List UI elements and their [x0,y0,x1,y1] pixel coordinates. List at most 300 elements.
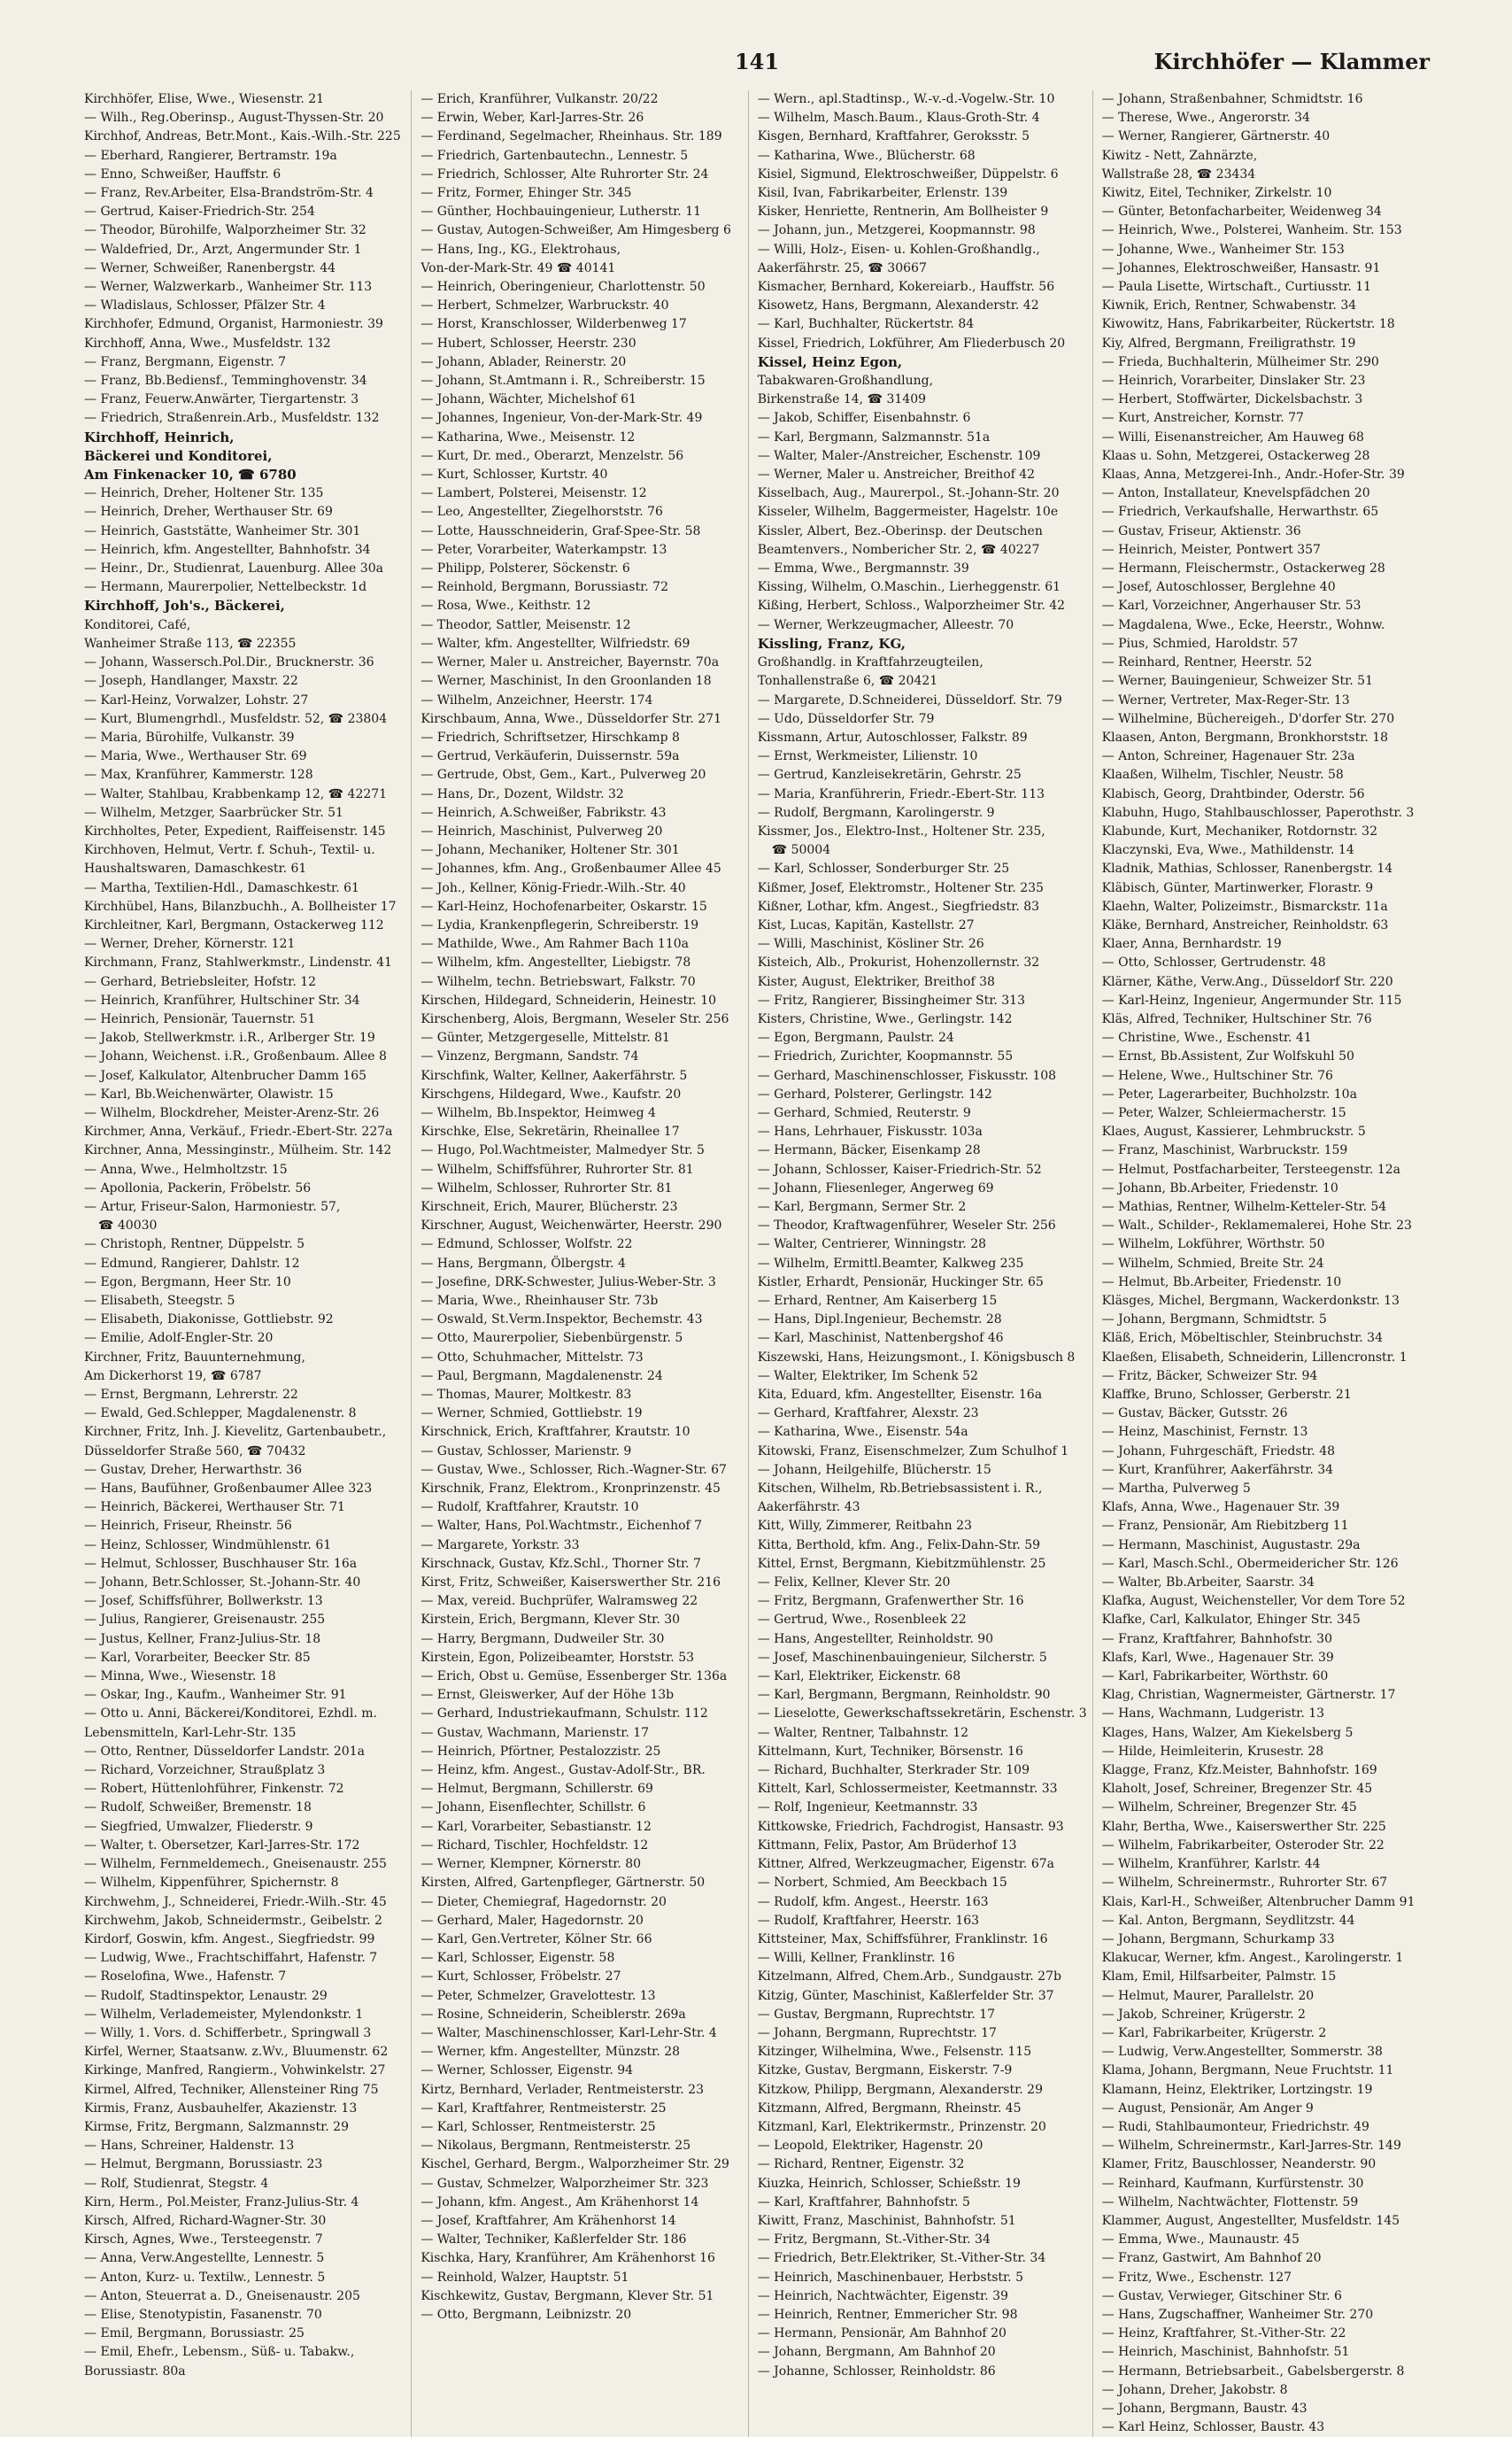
directory-entry: — Rudolf, Kraftfahrer, Heerstr. 163 [757,1913,980,1928]
directory-entry: — Elise, Stenotypistin, Fasanenstr. 70 [84,2307,322,2322]
directory-entry: Klais, Karl-H., Schweißer, Altenbrucher Damm 91 [1101,1894,1416,1909]
directory-entry: — Karl, Fabrikarbeiter, Wörthstr. 60 [1101,1669,1329,1684]
directory-entry: — Nikolaus, Bergmann, Rentmeisterstr. 25 [420,2139,691,2154]
directory-entry: — Heinrich, kfm. Angestellter, Bahnhofstr. 34 [84,542,371,557]
directory-entry: — Kal. Anton, Bergmann, Seydlitzstr. 44 [1101,1913,1355,1928]
directory-entry: Kisiel, Sigmund, Elektroschweißer, Düppelstr. 6 [757,166,1059,182]
directory-entry: Am Dickerhorst 19, ☎ 6787 [84,1368,262,1383]
directory-entry: Klabisch, Georg, Drahtbinder, Oderstr. 56 [1101,786,1365,801]
directory-entry: — Margarete, D.Schneiderei, Düsseldorf. Str. 79 [757,692,1062,708]
directory-entry: — Reinhard, Rentner, Heerstr. 52 [1101,655,1313,670]
directory-entry: — Gerhard, Polsterer, Gerlingstr. 142 [757,1087,992,1102]
directory-entry: Kirschen, Hildegard, Schneiderin, Heinestr. 10 [420,993,717,1008]
directory-entry: Klaer, Anna, Bernhardstr. 19 [1101,937,1282,952]
directory-entry: Klagge, Franz, Kfz.Meister, Bahnhofstr. 169 [1101,1763,1377,1778]
directory-entry: — Johann, Weichenst. i.R., Großenbaum. Allee 8 [84,1049,387,1064]
directory-entry: — Fritz, Former, Ehinger Str. 345 [420,186,632,201]
directory-entry: Kitowski, Franz, Eisenschmelzer, Zum Schulhof 1 [757,1443,1069,1458]
directory-entry: Kläß, Erich, Möbeltischler, Steinbruchstr. 34 [1101,1331,1383,1346]
directory-entry: — Paul, Bergmann, Magdalenenstr. 24 [420,1368,663,1383]
directory-entry: Kiwitz - Nett, Zahnärzte, [1101,148,1258,163]
directory-entry: Kisil, Ivan, Fabrikarbeiter, Erlenstr. 139 [757,186,1008,201]
directory-entry: — Friedrich, Schriftsetzer, Hirschkamp 8 [420,730,680,745]
directory-entry: — Emil, Bergmann, Borussiastr. 25 [84,2326,305,2341]
directory-entry: — Karl, Maschinist, Nattenbergshof 46 [757,1331,1004,1346]
directory-entry: — Heinrich, Vorarbeiter, Dinslaker Str. 23 [1101,374,1366,389]
directory-entry: — Hilde, Heimleiterin, Krusestr. 28 [1101,1744,1324,1759]
directory-entry: — Rudolf, kfm. Angest., Heerstr. 163 [757,1894,989,1909]
directory-entry: — Edmund, Schlosser, Wolfstr. 22 [420,1237,633,1252]
directory-entry: — Ernst, Bb.Assistent, Zur Wolfskuhl 50 [1101,1049,1354,1064]
directory-entry: — Wilhelm, Anzeichner, Heerstr. 174 [420,692,653,708]
directory-entry: — Johann, Wächter, Michelshof 61 [420,392,636,407]
directory-entry: — Ernst, Werkmeister, Lilienstr. 10 [757,749,978,764]
directory-entry: Klam, Emil, Hilfsarbeiter, Palmstr. 15 [1101,1969,1337,1984]
directory-entry: Kirchholtes, Peter, Expedient, Raiffeisenstr. 145 [84,824,386,839]
directory-entry: Kirschfink, Walter, Kellner, Aakerfährstr. 5 [420,1068,688,1083]
directory-entry: — Otto, Schlosser, Gertrudenstr. 48 [1101,955,1326,971]
directory-entry: — Ferdinand, Segelmacher, Rheinhaus. Str. 189 [420,129,722,144]
directory-entry: — Wilhelm, techn. Betriebswart, Falkstr. 70 [420,974,696,989]
directory-entry: Kirschnack, Gustav, Kfz.Schl., Thorner Str. 7 [420,1556,701,1571]
directory-entry: Kirchhoff, Joh's., Bäckerei, [84,598,285,615]
directory-entry: — Maria, Wwe., Werthauser Str. 69 [84,749,307,764]
directory-entry: Kirsten, Alfred, Gartenpfleger, Gärtnerstr. 50 [420,1876,706,1891]
directory-entry: — Lotte, Hausschneiderin, Graf-Spee-Str. 58 [420,523,701,538]
directory-entry: Kittner, Alfred, Werkzeugmacher, Eigenstr. 67a [757,1857,1054,1872]
directory-column-1 [84,90,412,2437]
directory-entry: — Hermann, Pensionär, Am Bahnhof 20 [757,2326,1007,2341]
directory-entry: — Gertrud, Kanzleisekretärin, Gehrstr. 25 [757,768,1022,783]
directory-entry: — Elisabeth, Diakonisse, Gottliebstr. 92 [84,1312,334,1327]
directory-entry: — Helmut, Bergmann, Borussiastr. 23 [84,2157,323,2172]
directory-entry: Kitzinger, Wilhelmina, Wwe., Felsenstr. 115 [757,2045,1032,2060]
directory-entry: Konditorei, Café, [84,617,191,632]
directory-entry: — Heinrich, Gaststätte, Wanheimer Str. 301 [84,523,361,538]
directory-entry: Aakerfährstr. 43 [757,1500,860,1515]
directory-entry: — Richard, Vorzeichner, Straußplatz 3 [84,1763,326,1778]
directory-entry: — Fritz, Wwe., Eschenstr. 127 [1101,2270,1292,2285]
directory-entry: — Wilhelm, Schreinermstr., Karl-Jarres-Str. 149 [1101,2139,1401,2154]
directory-entry: — Helene, Wwe., Hultschiner Str. 76 [1101,1068,1333,1083]
directory-entry: — Johanne, Wwe., Wanheimer Str. 153 [1101,242,1345,257]
directory-entry: Kittelmann, Kurt, Techniker, Börsenstr. 16 [757,1744,1023,1759]
directory-entry: — Heinrich, Bäckerei, Werthauser Str. 71 [84,1500,345,1515]
directory-entry: Klaas, Anna, Metzgerei-Inh., Andr.-Hofer-Str. 39 [1101,468,1405,483]
directory-column-3 [758,90,1093,2437]
directory-entry: — Christoph, Rentner, Düppelstr. 5 [84,1237,305,1252]
directory-entry: — Johannes, Elektroschweißer, Hansastr. 91 [1101,260,1381,275]
page-header [84,49,1430,84]
directory-entry: Kißmer, Josef, Elektromstr., Holtener Str. 235 [757,880,1044,895]
directory-entry: — Johann, Heilgehilfe, Blücherstr. 15 [757,1462,991,1477]
directory-entry: — August, Pensionär, Am Anger 9 [1101,2100,1314,2116]
directory-entry: — Gustav, Schlosser, Marienstr. 9 [420,1443,632,1458]
directory-entry: — Mathilde, Wwe., Am Rahmer Bach 110a [420,937,690,952]
directory-entry: — Anton, Installateur, Knevelspfädchen 20 [1101,486,1370,501]
directory-entry: — Herbert, Stoffwärter, Dickelsbachstr. 3 [1101,392,1363,407]
directory-entry: — Johann, Mechaniker, Holtener Str. 301 [420,843,680,858]
directory-entry: — Joh., Kellner, König-Friedr.-Wilh.-Str. 40 [420,880,686,895]
directory-entry: — Erich, Kranführer, Vulkanstr. 20/22 [420,92,659,106]
directory-entry: — Helmut, Bergmann, Schillerstr. 69 [420,1782,653,1797]
directory-entry: — Rudi, Stahlbaumonteur, Friedrichstr. 49 [1101,2119,1369,2134]
directory-entry: — Karl, Schlosser, Eigenstr. 58 [420,1951,615,1966]
directory-entry: — Rolf, Studienrat, Stegstr. 4 [84,2176,269,2191]
directory-entry: Kissel, Heinz Egon, [757,353,903,370]
directory-entry: Kittelt, Karl, Schlossermeister, Keetmannstr. 33 [757,1782,1058,1797]
directory-entry: — Wilhelm, Verlademeister, Mylendonkstr. 1 [84,2007,364,2022]
directory-entry: — Franz, Bb.Bediensf., Temminghovenstr. 34 [84,374,367,389]
directory-entry: Kirstein, Egon, Polizeibeamter, Horststr. 53 [420,1650,695,1665]
directory-entry: — Werner, Vertreter, Max-Reger-Str. 13 [1101,692,1350,708]
directory-entry: — Friedrich, Verkaufshalle, Herwarthstr. 65 [1101,505,1379,520]
directory-entry: — Josef, Kraftfahrer, Am Krähenhorst 14 [420,2213,676,2228]
directory-entry: — Heinr., Dr., Studienrat, Lauenburg. Allee 30a [84,561,383,576]
directory-entry: — Karl, Kraftfahrer, Bahnhofstr. 5 [757,2194,970,2209]
directory-entry: — Joseph, Handlanger, Maxstr. 22 [84,674,298,689]
directory-entry: — Walter, Bb.Arbeiter, Saarstr. 34 [1101,1575,1315,1590]
directory-entry: Kitta, Berthold, kfm. Ang., Felix-Dahn-Str. 59 [757,1537,1041,1552]
directory-entry: Kitzke, Gustav, Bergmann, Eiskerstr. 7-9 [757,2063,1013,2078]
directory-entry: — Enno, Schweißer, Hauffstr. 6 [84,166,282,182]
directory-entry: — Gerhard, Betriebsleiter, Hofstr. 12 [84,974,317,989]
directory-entry: Kladnik, Mathias, Schlosser, Ranenbergstr. 14 [1101,862,1393,877]
directory-entry: — Gerhard, Schmied, Reuterstr. 9 [757,1105,971,1120]
directory-entry: — Artur, Friseur-Salon, Harmoniestr. 57, [84,1199,341,1214]
directory-entry: — Emilie, Adolf-Engler-Str. 20 [84,1331,274,1346]
directory-entry: Kirsch, Alfred, Richard-Wagner-Str. 30 [84,2213,327,2228]
directory-entry: Kissmann, Artur, Autoschlosser, Falkstr. 89 [757,730,1028,745]
directory-entry: — Lambert, Polsterei, Meisenstr. 12 [420,486,647,501]
directory-entry: — Gustav, Wachmann, Marienstr. 17 [420,1725,650,1740]
directory-entry: — Franz, Kraftfahrer, Bahnhofstr. 30 [1101,1631,1332,1646]
directory-entry: — Karl, Bb.Weichenwärter, Olawistr. 15 [84,1087,334,1102]
directory-entry: — Katharina, Wwe., Meisenstr. 12 [420,429,636,445]
directory-entry: Klaeßen, Elisabeth, Schneiderin, Lillencronstr. 1 [1101,1350,1408,1365]
directory-entry: — Anna, Verw.Angestellte, Lennestr. 5 [84,2251,325,2266]
directory-entry: Klakucar, Werner, kfm. Angest., Karolingerstr. 1 [1101,1951,1404,1966]
directory-entry: Aakerfährstr. 25, ☎ 30667 [757,260,927,275]
directory-entry: — Rolf, Ingenieur, Keetmannstr. 33 [757,1800,978,1815]
directory-entry: Kirstein, Erich, Bergmann, Klever Str. 30 [420,1613,681,1628]
directory-entry: Kirdorf, Goswin, kfm. Angest., Siegfriedstr. 99 [84,1931,375,1946]
directory-entry: — Heinrich, Kranführer, Hultschiner Str. 34 [84,993,360,1008]
directory-entry: — Walter, t. Obersetzer, Karl-Jarres-Str. 172 [84,1837,360,1853]
directory-entry: — Wilhelm, Kippenführer, Spichernstr. 8 [84,1876,339,1891]
directory-entry: Kissmer, Jos., Elektro-Inst., Holtener Str. 235, [757,824,1045,839]
directory-entry: — Franz, Gastwirt, Am Bahnhof 20 [1101,2251,1322,2266]
directory-entry: Kirtz, Bernhard, Verlader, Rentmeisterstr. 23 [420,2082,704,2097]
directory-entry: — Martha, Textilien-Hdl., Damaschkestr. 61 [84,880,359,895]
directory-column-2 [420,90,748,2437]
directory-entry: Klaffke, Bruno, Schlosser, Gerberstr. 21 [1101,1388,1352,1403]
directory-entry: — Josef, Autoschlosser, Berglehne 40 [1101,580,1336,595]
directory-entry: Kissler, Albert, Bez.-Oberinsp. der Deutschen [757,523,1043,538]
directory-entry: — Max, Kranführer, Kammerstr. 128 [84,768,313,783]
directory-entry: — Walter, Elektriker, Im Schenk 52 [757,1368,978,1383]
directory-entry: Lebensmitteln, Karl-Lehr-Str. 135 [84,1725,297,1740]
directory-entry: — Reinhold, Bergmann, Borussiastr. 72 [420,580,668,595]
directory-entry: — Max, vereid. Buchprüfer, Walramsweg 22 [420,1594,698,1609]
directory-entry: — Johannes, kfm. Ang., Großenbaumer Allee 45 [420,862,721,877]
directory-entry: — Justus, Kellner, Franz-Julius-Str. 18 [84,1631,321,1646]
directory-entry: — Rudolf, Bergmann, Karolingerstr. 9 [757,805,995,820]
directory-entry: Kirschneit, Erich, Maurer, Blücherstr. 23 [420,1199,678,1214]
directory-entry: — Siegfried, Umwalzer, Fliederstr. 9 [84,1819,313,1834]
directory-entry: Klahr, Bertha, Wwe., Kaiserswerther Str. 225 [1101,1819,1386,1834]
directory-entry: Kisowetz, Hans, Bergmann, Alexanderstr. 42 [757,298,1039,313]
directory-entry: — Apollonia, Packerin, Fröbelstr. 56 [84,1180,312,1195]
directory-entry: — Emma, Wwe., Maunaustr. 45 [1101,2232,1300,2247]
directory-entry: — Wilhelm, Nachtwächter, Flottenstr. 59 [1101,2194,1359,2209]
directory-entry: — Hans, Angestellter, Reinholdstr. 90 [757,1631,994,1646]
directory-entry: — Otto, Bergmann, Leibnizstr. 20 [420,2307,632,2322]
page-number: 141 [734,49,780,74]
directory-entry: — Walter, Stahlbau, Krabbenkamp 12, ☎ 42271 [84,786,388,801]
directory-entry: — Werner, Schmied, Gottliebstr. 19 [420,1406,643,1421]
directory-entry: — Dieter, Chemiegraf, Hagedornstr. 20 [420,1894,667,1909]
directory-entry: Kiwitz, Eitel, Techniker, Zirkelstr. 10 [1101,186,1332,201]
directory-entry: — Anton, Schreiner, Hagenauer Str. 23a [1101,749,1355,764]
directory-entry: Klamann, Heinz, Elektriker, Lortzingstr. 19 [1101,2082,1373,2097]
directory-entry: — Heinrich, Rentner, Emmericher Str. 98 [757,2307,1018,2322]
directory-entry: Kirchhübel, Hans, Bilanzbuchh., A. Bollheister 17 [84,899,397,914]
directory-entry: — Karl, Vorarbeiter, Beecker Str. 85 [84,1650,311,1665]
directory-entry: — Karl, Fabrikarbeiter, Krügerstr. 2 [1101,2025,1327,2040]
directory-entry: — Gustav, Bäcker, Gutsstr. 26 [1101,1406,1288,1421]
directory-column-4 [1102,90,1430,2437]
directory-entry: — Herbert, Schmelzer, Warbruckstr. 40 [420,298,669,313]
directory-entry: Kiwowitz, Hans, Fabrikarbeiter, Rückertstr. 18 [1101,317,1395,332]
directory-entry: — Walter, Techniker, Kaßlerfelder Str. 186 [420,2232,687,2247]
directory-entry: — Günther, Hochbauingenieur, Lutherstr. 11 [420,205,702,220]
directory-entry: — Johann, Schlosser, Kaiser-Friedrich-Str. 52 [757,1162,1042,1177]
directory-entry: — Johann, kfm. Angest., Am Krähenhorst 14 [420,2194,699,2209]
directory-entry: — Hugo, Pol.Wachtmeister, Malmedyer Str. 5 [420,1143,705,1158]
directory-entry: — Helmut, Postfacharbeiter, Tersteegenstr. 12a [1101,1162,1400,1177]
directory-entry: Kittsteiner, Max, Schiffsführer, Franklinstr. 16 [757,1931,1048,1946]
directory-entry: — Wilhelm, Kranführer, Karlstr. 44 [1101,1857,1321,1872]
directory-entry: — Ernst, Bergmann, Lehrerstr. 22 [84,1388,298,1403]
directory-entry: Beamtenvers., Nombericher Str. 2, ☎ 40227 [757,542,1040,557]
directory-entry: — Heinrich, Pförtner, Pestalozzistr. 25 [420,1744,661,1759]
directory-entry: Kirkinge, Manfred, Rangierm., Vohwinkelstr. 27 [84,2063,386,2078]
directory-entry: Kitzmann, Alfred, Bergmann, Rheinstr. 45 [757,2100,1022,2116]
directory-entry: — Emma, Wwe., Bergmannstr. 39 [757,561,969,576]
directory-entry: — Wilhelmine, Büchereigeh., D'dorfer Str. 270 [1101,711,1395,726]
directory-entry: — Gustav, Wwe., Schlosser, Rich.-Wagner-Str. 67 [420,1462,727,1477]
directory-entry: — Karl, Gen.Vertreter, Kölner Str. 66 [420,1931,652,1946]
directory-entry: — Ernst, Gleiswerker, Auf der Höhe 13b [420,1688,675,1703]
directory-entry: — Gertrud, Kaiser-Friedrich-Str. 254 [84,205,315,220]
directory-entry: — Harry, Bergmann, Dudweiler Str. 30 [420,1631,665,1646]
directory-entry: — Maria, Bürohilfe, Vulkanstr. 39 [84,730,295,745]
directory-entry: — Willi, Eisenanstreicher, Am Hauweg 68 [1101,429,1364,445]
directory-entry: — Hans, Zugschaffner, Wanheimer Str. 270 [1101,2307,1374,2322]
directory-entry: — Waldefried, Dr., Arzt, Angermunder Str. 1 [84,242,362,257]
directory-entry: Kirchwehm, Jakob, Schneidermstr., Geibelstr. 2 [84,1913,382,1928]
directory-entry: Klabuhn, Hugo, Stahlbauschlosser, Paperothstr. 3 [1101,805,1415,820]
directory-entry: Bäckerei und Konditorei, [84,447,273,464]
directory-entry: — Wladislaus, Schlosser, Pfälzer Str. 4 [84,298,326,313]
directory-entry: — Wilhelm, Bb.Inspektor, Heimweg 4 [420,1105,656,1120]
directory-entry: — Willi, Kellner, Franklinstr. 16 [757,1951,955,1966]
directory-entry: Kirschbaum, Anna, Wwe., Düsseldorfer Str. 271 [420,711,721,726]
directory-entry: Klaasen, Anton, Bergmann, Bronkhorststr. 18 [1101,730,1389,745]
directory-entry: — Hans, Lehrhauer, Fiskusstr. 103a [757,1125,983,1140]
directory-entry: — Kurt, Anstreicher, Kornstr. 77 [1101,411,1304,426]
directory-entry: — Felix, Kellner, Klever Str. 20 [757,1575,951,1590]
directory-entry: — Wilhelm, kfm. Angestellter, Liebigstr. 78 [420,955,691,971]
directory-entry: Klaes, August, Kassierer, Lehmbruckstr. 5 [1101,1125,1366,1140]
directory-entry: — Günter, Metzgergeselle, Mittelstr. 81 [420,1031,670,1046]
directory-entry: — Johanne, Schlosser, Reinholdstr. 86 [757,2364,996,2379]
directory-entry: ☎ 50004 [771,843,831,858]
directory-entry: — Walter, Rentner, Talbahnstr. 12 [757,1725,969,1740]
directory-entry: Düsseldorfer Straße 560, ☎ 70432 [84,1443,306,1458]
directory-entry: — Werner, Werkzeugmacher, Alleestr. 70 [757,617,1014,632]
directory-entry: Kirschnik, Franz, Elektrom., Kronprinzenstr. 45 [420,1482,721,1497]
directory-entry: — Peter, Walzer, Schleiermacherstr. 15 [1101,1105,1346,1120]
directory-entry: — Willi, Holz-, Eisen- u. Kohlen-Großhandlg., [757,242,1040,257]
directory-entry: — Hans, Dipl.Ingenieur, Bechemstr. 28 [757,1312,1002,1327]
directory-entry: Kiuzka, Heinrich, Schlosser, Schießstr. 19 [757,2176,1021,2191]
directory-entry: Kirfel, Werner, Staatsanw. z.Wv., Bluumenstr. 62 [84,2045,389,2060]
directory-entry: — Karl, Vorarbeiter, Sebastianstr. 12 [420,1819,652,1834]
directory-entry: — Heinrich, Maschinist, Bahnhofstr. 51 [1101,2345,1350,2360]
directory-entry: — Heinz, Schlosser, Windmühlenstr. 61 [84,1537,332,1552]
directory-entry: Klärner, Käthe, Verw.Ang., Düsseldorf Str. 220 [1101,974,1393,989]
directory-entry: — Maria, Wwe., Rheinhauser Str. 73b [420,1294,659,1308]
directory-entry: — Wilhelm, Fabrikarbeiter, Osteroder Str. 22 [1101,1837,1385,1853]
directory-entry: — Johann, Eisenflechter, Schillstr. 6 [420,1800,646,1815]
directory-entry: — Karl, Bergmann, Sermer Str. 2 [757,1199,967,1214]
directory-entry: — Helmut, Maurer, Parallelstr. 20 [1101,1988,1315,2003]
directory-entry: Kissling, Franz, KG, [757,635,906,652]
directory-entry: — Johann, jun., Metzgerei, Koopmannstr. 98 [757,223,1036,238]
directory-entry: Kiwitt, Franz, Maschinist, Bahnhofstr. 51 [757,2213,1016,2228]
directory-entry: Birkenstraße 14, ☎ 31409 [757,392,927,407]
directory-entry: — Hans, Dr., Dozent, Wildstr. 32 [420,786,624,801]
directory-entry: — Robert, Hüttenlohführer, Finkenstr. 72 [84,1782,344,1797]
directory-entry: — Wern., apl.Stadtinsp., W.-v.-d.-Vogelw.-Str. 10 [757,92,1055,106]
directory-entry: — Friedrich, Zurichter, Koopmannstr. 55 [757,1049,1014,1064]
directory-entry: Von-der-Mark-Str. 49 ☎ 40141 [420,260,616,275]
directory-entry: — Johann, Fliesenleger, Angerweg 69 [757,1180,994,1195]
directory-entry: — Karl-Heinz, Hochofenarbeiter, Oskarstr. 15 [420,899,707,914]
directory-entry: — Franz, Rev.Arbeiter, Elsa-Brandström-Str. 4 [84,186,374,201]
directory-entry: — Edmund, Rangierer, Dahlstr. 12 [84,1256,300,1271]
directory-entry: — Wilhelm, Schmied, Breite Str. 24 [1101,1256,1324,1271]
directory-entry: — Richard, Buchhalter, Sterkrader Str. 109 [757,1763,1030,1778]
directory-entry: — Theodor, Sattler, Meisenstr. 12 [420,617,631,632]
directory-entry: Klamer, Fritz, Bauschlosser, Neanderstr. 90 [1101,2157,1377,2172]
directory-entry: — Peter, Lagerarbeiter, Buchholzstr. 10a [1101,1087,1357,1102]
directory-entry: — Gustav, Dreher, Herwarthstr. 36 [84,1462,303,1477]
directory-entry: — Jakob, Schreiner, Krügerstr. 2 [1101,2007,1306,2022]
directory-entry: — Minna, Wwe., Wiesenstr. 18 [84,1669,276,1684]
directory-entry: — Frieda, Buchhalterin, Mülheimer Str. 290 [1101,354,1379,369]
directory-entry: Kischkewitz, Gustav, Bergmann, Klever Str. 51 [420,2288,714,2303]
directory-entry: Kissing, Wilhelm, O.Maschin., Lierheggenstr. 61 [757,580,1061,595]
directory-entry: Klafs, Karl, Wwe., Hagenauer Str. 39 [1101,1650,1334,1665]
directory-entry: Kita, Eduard, kfm. Angestellter, Eisenstr. 16a [757,1388,1043,1403]
directory-entry: — Pius, Schmied, Haroldstr. 57 [1101,636,1299,651]
directory-entry: — Fritz, Bergmann, St.-Vither-Str. 34 [757,2232,991,2247]
directory-entry: Kirmel, Alfred, Techniker, Allensteiner Ring 75 [84,2082,379,2097]
directory-entry: — Wilhelm, Schlosser, Ruhrorter Str. 81 [420,1180,673,1195]
directory-entry: Kitzig, Günter, Maschinist, Kaßlerfelder Str. 37 [757,1988,1054,2003]
directory-entry: Kirschner, August, Weichenwärter, Heerstr. 290 [420,1218,722,1234]
directory-entry: — Ludwig, Wwe., Frachtschiffahrt, Hafenstr. 7 [84,1951,378,1966]
directory-entry: Kiszewski, Hans, Heizungsmont., I. Königsbusch 8 [757,1350,1076,1365]
directory-entry: Kitt, Willy, Zimmerer, Reitbahn 23 [757,1519,972,1534]
directory-entry: Klama, Johann, Bergmann, Neue Fruchtstr. 11 [1101,2063,1394,2078]
directory-entry: — Rudolf, Stadtinspektor, Lenaustr. 29 [84,1988,328,2003]
directory-entry: — Gerhard, Maler, Hagedornstr. 20 [420,1913,644,1928]
directory-entry: — Gustav, Verwieger, Gitschiner Str. 6 [1101,2288,1342,2303]
directory-entry: Kischka, Hary, Kranführer, Am Krähenhorst 16 [420,2251,715,2266]
directory-entry: Kirchwehm, J., Schneiderei, Friedr.-Wilh.-Str. 45 [84,1894,387,1909]
directory-entry: — Peter, Vorarbeiter, Waterkampstr. 13 [420,542,667,557]
directory-entry: Wallstraße 28, ☎ 23434 [1101,166,1256,182]
directory-entry: Klafke, Carl, Kalkulator, Ehinger Str. 345 [1101,1613,1361,1628]
directory-entry: — Lieselotte, Gewerkschaftssekretärin, Eschenstr. 3 [757,1706,1087,1721]
directory-entry: — Werner, Maler u. Anstreicher, Breithof 42 [757,468,1036,483]
directory-entry: — Kurt, Blumengrhdl., Musfeldstr. 52, ☎ 23804 [84,711,388,726]
directory-entry: Kismacher, Bernhard, Kokereiarb., Hauffstr. 56 [757,280,1055,295]
directory-entry: — Karl Heinz, Schlosser, Baustr. 43 [1101,2420,1325,2435]
directory-entry: Klaczynski, Eva, Wwe., Mathildenstr. 14 [1101,843,1354,858]
directory-entry: — Walter, Maler-/Anstreicher, Eschenstr. 109 [757,448,1041,463]
directory-entry: — Otto, Rentner, Düsseldorfer Landstr. 201a [84,1744,365,1759]
directory-entry: — Johann, Bergmann, Am Bahnhof 20 [757,2345,996,2360]
directory-entry: Kitzelmann, Alfred, Chem.Arb., Sundgaustr. 27b [757,1969,1061,1984]
directory-entry: Kirchhoven, Helmut, Vertr. f. Schuh-, Textil- u. [84,843,375,858]
directory-entry: Kiy, Alfred, Bergmann, Freiligrathstr. 19 [1101,336,1356,351]
directory-entry: — Karl, Buchhalter, Rückertstr. 84 [757,317,975,332]
directory-entry: — Otto, Maurerpolier, Siebenbürgenstr. 5 [420,1331,683,1346]
directory-entry: Klaholt, Josef, Schreiner, Bregenzer Str. 45 [1101,1782,1373,1797]
directory-entry: — Reinhard, Kaufmann, Kurfürstenstr. 30 [1101,2176,1364,2191]
directory-entry: — Gustav, Schmelzer, Walporzheimer Str. 323 [420,2176,709,2191]
directory-entry: — Leopold, Elektriker, Hagenstr. 20 [757,2139,984,2154]
directory-entry: Kirn, Herm., Pol.Meister, Franz-Julius-Str. 4 [84,2194,359,2209]
directory-entry: — Walter, Maschinenschlosser, Karl-Lehr-Str. 4 [420,2025,717,2040]
directory-entry: — Christine, Wwe., Eschenstr. 41 [1101,1031,1312,1046]
directory-entry: — Werner, Maler u. Anstreicher, Bayernstr. 70a [420,655,720,670]
directory-entry: — Werner, Dreher, Körnerstr. 121 [84,937,296,952]
directory-entry: — Maria, Kranführerin, Friedr.-Ebert-Str. 113 [757,786,1045,801]
directory-entry: — Wilh., Reg.Oberinsp., August-Thyssen-Str. 20 [84,111,384,126]
directory-entry: — Johann, Bb.Arbeiter, Friedenstr. 10 [1101,1180,1338,1195]
directory-entry: — Richard, Tischler, Hochfeldstr. 12 [420,1837,649,1853]
directory-entry: Kiwnik, Erich, Rentner, Schwabenstr. 34 [1101,298,1357,313]
directory-entry: — Thomas, Maurer, Moltkestr. 83 [420,1388,632,1403]
directory-entry: — Kurt, Schlosser, Kurtstr. 40 [420,468,608,483]
directory-entry: — Mathias, Rentner, Wilhelm-Ketteler-Str. 54 [1101,1199,1387,1214]
directory-entry: — Willy, 1. Vors. d. Schifferbetr., Springwall 3 [84,2025,372,2040]
directory-entry: — Werner, kfm. Angestellter, Münzstr. 28 [420,2045,681,2060]
directory-columns [84,90,1430,2435]
directory-entry: Kisseler, Wilhelm, Baggermeister, Hagelstr. 10e [757,505,1059,520]
directory-entry: — Hermann, Bäcker, Eisenkamp 28 [757,1143,981,1158]
directory-entry: — Gustav, Autogen-Schweißer, Am Himgesberg 6 [420,223,731,238]
directory-entry: — Friedrich, Straßenrein.Arb., Musfeldstr. 132 [84,411,380,426]
running-head: Kirchhöfer — Klammer [1153,49,1430,74]
directory-entry: — Heinrich, Maschinist, Pulverweg 20 [420,824,663,839]
